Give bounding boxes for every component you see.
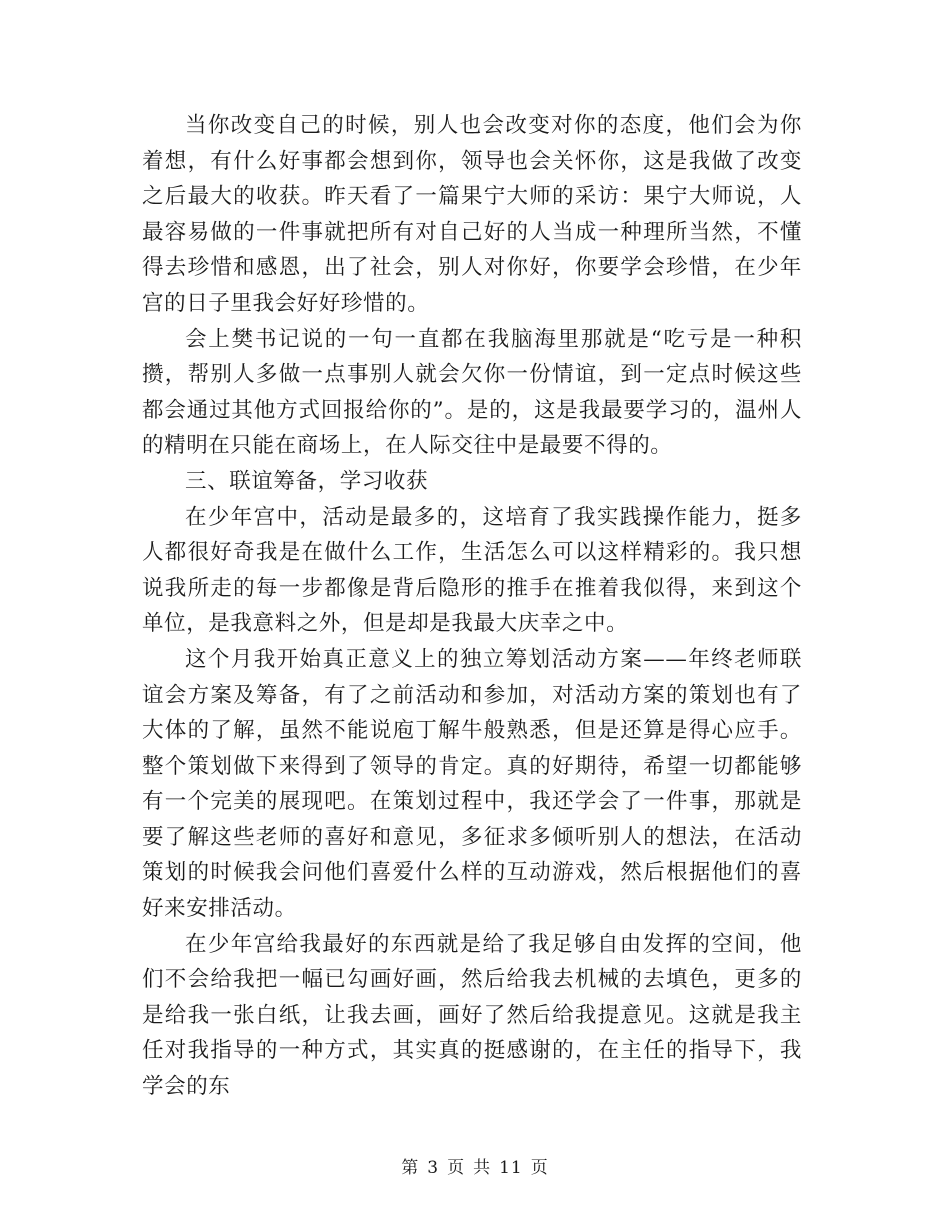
- paragraph-5: 在少年宫给我最好的东西就是给了我足够自由发挥的空间，他们不会给我把一幅已勾画好画，然后给我去机械的去填色，更多的是给我一张白纸，让我去画，画好了然后给我提意见。这就是我主任对我指导的一种方式，其实真的挺感谢的，在主任的指导下，我学会的东: [142, 931, 802, 1100]
- footer-current-page: 3: [427, 1158, 440, 1178]
- footer-total-word: 共: [473, 1158, 492, 1178]
- page-body: [142, 108, 802, 1105]
- paragraph-4: 这个月我开始真正意义上的独立筹划活动方案——年终老师联谊会方案及筹备，有了之前活动和参加，对活动方案的策划也有了大体的了解，虽然不能说庖丁解牛般熟悉，但是还算是得心应手。整个策划做下来得到了领导的肯定。真的好期待，希望一切都能够有一个完美的展现吧。在策划过程中，我还学会了一件事，那就是要了解这些老师的喜好和意见，多征求多倾听别人的想法，在活动策划的时候我会问他们喜爱什么样的互动游戏，然后根据他们的喜好来安排活动。: [142, 646, 802, 922]
- footer-total-pages: 11: [499, 1158, 523, 1178]
- paragraph-2: 会上樊书记说的一句一直都在我脑海里那就是“吃亏是一种积攒，帮别人多做一点事别人就会欠你一份情谊，到一定点时候这些都会通过其他方式回报给你的”。是的，这是我最要学习的，温州人的精明在只能在商场上，在人际交往中是最要不得的。: [142, 326, 802, 459]
- page-footer: [0, 1153, 950, 1178]
- paragraph-1: 当你改变自己的时候，别人也会改变对你的态度，他们会为你着想，有什么好事都会想到你，领导也会关怀你，这是我做了改变之后最大的收获。昨天看了一篇果宁大师的采访：果宁大师说，人最容易做的一件事就把所有对自己好的人当成一种理所当然，不懂得去珍惜和感恩，出了社会，别人对你好，你要学会珍惜，在少年宫的日子里我会好好珍惜的。: [142, 113, 802, 316]
- footer-suffix: 页: [530, 1158, 549, 1178]
- footer-prefix: 第: [401, 1158, 420, 1178]
- paragraph-3: 在少年宫中，活动是最多的，这培育了我实践操作能力，挺多人都很好奇我是在做什么工作，生活怎么可以这样精彩的。我只想说我所走的每一步都像是背后隐形的推手在推着我似得，来到这个单位，是我意料之外，但是却是我最大庆幸之中。: [142, 504, 802, 637]
- footer-page-word: 页: [447, 1158, 466, 1178]
- section-heading: 三、联谊筹备，学习收获: [185, 468, 429, 494]
